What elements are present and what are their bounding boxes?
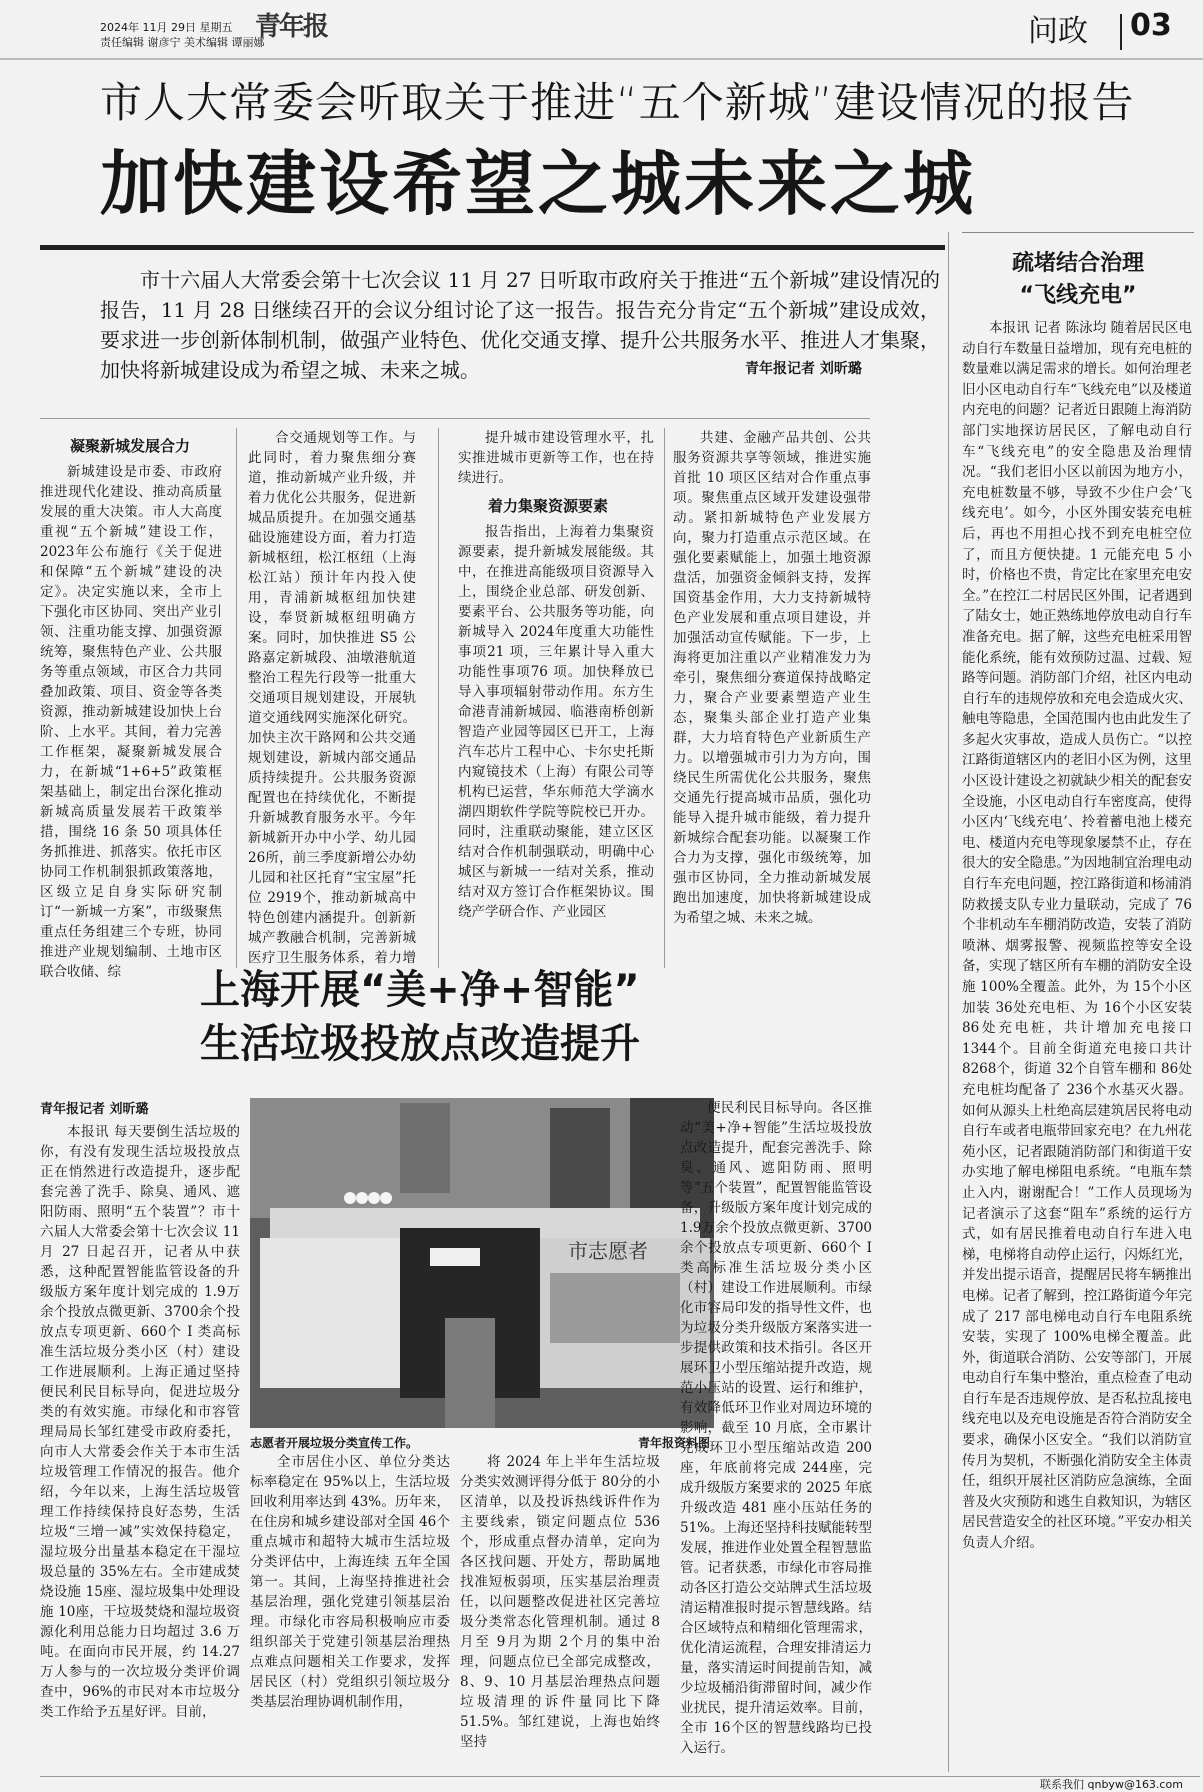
newspaper-logo: 青年报 [255,12,328,42]
column-text: 全市居住小区、单位分类达标率稳定在 95%以上，生活垃圾回收利用率达到 43%。历年来，在住房和城乡建设部对全国 46个重点城市和超特大城市生活垃圾分类评估中，上海连续 五年全国第一。其间，上海坚持推进社会基层治理，强化党建引领基层治理。市绿化市容局积极响应市委组织部关于党建引领基层治理热点难点问题相关工作要求，发挥居民区（村）党组织引领垃圾分类基层治理协调机制作用， [250,1454,450,1710]
sidebar-title-line2: “飞线充电” [1019,283,1137,308]
sidebar-top-rule [962,232,1194,233]
caption-text: 志愿者开展垃圾分类宣传工作。 [250,1436,419,1450]
masthead-meta [100,20,265,50]
column-top-rule [40,418,870,419]
lead-kicker: 市人大常委会听取关于推进“五个新城”建设情况的报告 [100,78,1135,127]
photo-illustration [250,1098,714,1428]
second-headline-line2: 生活垃圾投放点改造提升 [200,1021,640,1067]
second-column-1 [40,1122,240,1772]
column-divider [438,428,439,968]
sidebar-title-line1: 疏堵结合治理 [1011,251,1144,276]
second-column-4 [680,1098,872,1788]
lead-headline: 加快建设希望之城未来之城 [100,143,976,225]
second-column-2 [250,1452,450,1782]
sidebar-text: 本报讯 记者 陈泳均 随着居民区电动自行车数量日益增加，现有充电桩的数量难以满足需求的增长。如何治理老旧小区电动自行车“飞线充电”以及楼道内充电的问题？记者近日跟随上海消防部门实地探访居民区，了解电动自行车“飞线充电”的安全隐患及治理情况。“我们老旧小区以前因为地方小，充电桩数量不够，导致不少住户会‘飞线充电’。如今，小区外围安装充电桩后，再也不用担心找不到充电桩空位了，而且方便快捷。1 元能充电 5 小时，价格也不贵，肯定比在家里充电安全。”在控江二村居民区外围，记者遇到了陆女士，她正熟练地停放电动自行车准备充电。据了解，这些充电桩采用智能化系统，能有效预防过温、过载、短路等问题。消防部门介绍，社区内电动自行车的违规停放和充电会造成火灾、触电等隐患，全国范围内也由此发生了多起火灾事故，造成人员伤亡。“以控江路街道辖区内的老旧小区为例，这里小区设计建设之初就缺少相关的配套安全设施，小区电动自行车密度高，使得小区内‘飞线充电’、拎着蓄电池上楼充电、楼道内充电等现象屡禁不止，存在很大的安全隐患。”为因地制宜治理电动自行车充电问题，控江路街道和杨浦消防救援支队专业力量联动，完成了 76个非机动车车棚消防改造，安装了消防喷淋、烟雾报警、视频监控等安全设备，实现了辖区所有车棚的消防安全设施 100%全覆盖。此外，为 15个小区加装 36处充电柜、为 16个小区安装 86处充电桩，共计增加充电接口 1344个。目前全街道充电接口共计8268个，街道 32个自管车棚和 86处充电桩均配备了 236个水基灭火器。如何从源头上杜绝高层建筑居民将电动自行车或者电瓶带回家充电？在九州花苑小区，记者跟随消防部门和街道干安办实地了解电梯阻电系统。“电瓶车禁止入内，谢谢配合！”工作人员现场为记者演示了这套“阻车”系统的运行方式，如有居民推着电动自行车进入电梯，电梯将自动停止运行，闪烁红光，并发出提示语音，提醒居民将车辆推出电梯。记者了解到，控江路街道今年完成了 217 部电梯电动自行车电阻系统安装，实现了 100%电梯全覆盖。此外，街道联合消防、公安等部门，开展电动自行车集中整治，重点检查了电动自行车是否违规停放、是否私拉乱接电线充电以及充电设施是否符合消防安全要求，确保小区安全。“我们以消防宣传月为契机，不断强化消防安全主体责任，组织开展社区消防应急演练，全面普及火灾预防和逃生自救知识，为辖区居民营造安全的社区环境。”平安办相关负责人介绍。 [962,320,1192,1552]
column-text: 共建、金融产品共创、公共服务资源共享等领域，推进实施首批 10 项区区结对合作重点事项。聚焦重点区域开发建设强带动。紧扣新城特色产业发展方向，聚力打造重点示范区域。在强化要素赋能上，加强土地资源盘活，加强资金倾斜支持，发挥国资基金作用，大力支持新城特色产业发展和重点项目建设，并加强活动宣传赋能。下一步，上海将更加注重以产业精准发力为牵引，聚焦细分赛道保持战略定力，聚合产业要素塑造产业生态，聚集头部企业打造产业集群，大力培育特色产业新质生产力。以增强城市引力为方向，围绕民生所需优化公共服务，聚焦交通先行提高城市品质，强化功能导入提升城市能级，着力提升新城综合配套功能。以凝聚工作合力为支撑，强化市级统筹，加强市区协同，全力推动新城发展跑出加速度，加快将新城建设成为希望之城、未来之城。 [673,430,871,926]
column-text: 将 2024 年上半年生活垃圾分类实效测评得分低于 80分的小区清单，以及投诉热线诉件作为主要线索，锁定问题点位 536个，形成重点督办清单，定向为各区找问题、开处方，帮助属地找准短板弱项，压实基层治理责任，以问题整改促进社区完善垃圾分类常态化管理机制。通过 8月至 9月为期 2个月的集中治理，问题点位已全部完成整改，8、9、10 月基层治理热点问题垃圾清理的诉件量同比下降 51.5%。邹红建说，上海也始终坚持 [460,1454,660,1750]
section-divider [1120,14,1122,50]
lead-byline: 青年报记者 刘昕璐 [745,361,862,377]
column-divider [236,428,237,968]
subheading-cohesion: 凝聚新城发展合力 [70,437,191,455]
sidebar-divider [948,232,949,1772]
footer-rule [40,1776,1200,1777]
column-text: 提升城市建设管理水平，扎实推进城市更新等工作，也在持续进行。 [458,430,654,486]
header-rule [0,58,1203,60]
sidebar-article [962,318,1192,1768]
page-number: 03 [1130,8,1172,43]
editors-line: 责任编辑 谢彦宁 美术编辑 谭丽娜 [100,36,265,49]
column-text: 新城建设是市委、市政府推进现代化建设、推动高质量发展的重大决策。市人大高度重视“五个新城”建设工作，2023年公布施行《关于促进和保障“五个新城”建设的决定》。决定实施以来，全市上下强化市区协同、突出产业引领、注重功能支撑、加强资源统筹，聚焦特色产业、公共服务等重点领域，市区合力共同叠加政策、项目、资金等各类资源，推动新城建设加快上台阶、上水平。其间，着力完善工作框架，凝聚新城发展合力，在新城“1+6+5”政策框架基础上，制定出台深化推动新城高质量发展若干政策举措，围绕 16 条 50 项具体任务抓推进、抓落实。依托市区协同工作机制狠抓政策落地，区级立足自身实际研究制订“一新城一方案”，市级聚焦重点任务组建三个专班，协同推进产业规划编制、土地市区联合收储、综 [40,464,222,980]
lead-rule [40,245,945,250]
column-text: 合交通规划等工作。与此同时，着力聚焦细分赛道，推动新城产业升级，并着力优化公共服务，促进新城品质提升。在加强交通基础设施建设方面，着力打造新城枢纽，松江枢纽（上海松江站）预计年内投入使用，青浦新城枢纽加快建设，奉贤新城枢纽明确方案。同时，加快推进 S5 公路嘉定新城段、油墩港航道整治工程先行段等一批重大交通项目规划建设，开展轨道交通线网实施深化研究。加快主次干路网和公共交通规划建设，新城内部交通品质持续提升。公共服务资源配置也在持续优化，不断提升新城教育服务水平。今年新城新开办中小学、幼儿园 26所，前三季度新增公办幼儿园和社区托育“宝宝屋”托位 2919个，推动新城高中特色创建内涵提升。创新新城产教融合机制，完善新城医疗卫生服务体系，着力增 [248,430,416,966]
sign-text: 市志愿者 [568,1239,648,1263]
subheading-resources: 着力集聚资源要素 [488,497,609,515]
news-photo [250,1098,714,1428]
second-headline-line1: 上海开展“美+净+智能” [200,967,640,1013]
column-text: 便民利民目标导向。各区推动“美+净+智能”生活垃圾投放点改造提升，配套完善洗手、除臭、通风、遮阳防雨、照明等“五个装置”，配置智能监管设备，升级版方案年度计划完成的 1.9万余个投放点微更新、3700余个投放点专项更新、660个 I 类高标准生活垃圾分类小区（村）建设工作进展顺利。市绿化市容局印发的指导性文件，也为垃圾分类升级版方案落实进一步提供政策和技术指引。各区开展环卫小型压缩站提升改造，规范小压站的设置、运行和维护，有效降低环卫作业对周边环境的影响，截至 10 月底，全市累计完成环卫小型压缩站改造 200座，年底前将完成 244座，完成升级版方案要求的 2025 年底升级改造 481 座小压站任务的 51%。上海还坚持科技赋能转型发展，推进作业处置全程智慧监管。记者获悉，市绿化市容局推动各区打造公交站牌式生活垃圾清运精准报时提示智慧线路。结合区域特点和精细化管理需求，优化清运流程，合理安排清运力量，落实清运时间提前告知，减少垃圾桶沿街滞留时间，减少作业扰民，提升清运效率。目前，全市 16个区的智慧线路均已投入运行。 [680,1100,872,1756]
second-column-3 [460,1452,660,1782]
column-divider [664,428,665,968]
date-line: 2024年 11月 29日 星期五 [100,21,233,34]
caption-credit: 青年报资料图 [637,1436,710,1450]
contact-line: 联系我们 qnbyw@163.com [1040,1778,1183,1791]
lead-column-2 [248,428,416,968]
column-text: 本报讯 每天要倒生活垃圾的你，有没有发现生活垃圾投放点正在悄然进行改造提升，逐步配套完善了洗手、除臭、通风、遮阳防雨、照明“五个装置”？市十六届人大常委会第十七次会议 11 月 27 日起召开，记者从中获悉，这种配置智能监管设备的升级版方案年度计划完成的 1.9万余个投放点微更新、3700余个投放点专项更新、660个 I 类高标准生活垃圾分类小区（村）建设工作进展顺利。上海正通过坚持便民利民目标导向，促进垃圾分类的有效实施。市绿化和市容管理局局长邹红建受市政府委托，向市人大常委会作关于本市生活垃圾管理工作情况的报告。他介绍，今年以来，上海生活垃圾管理工作持续保持良好态势，生活垃圾“三增一减”实效保持稳定，湿垃圾分出量基本稳定在干湿垃圾总量的 35%左右。全市建成焚烧设施 15座、湿垃圾集中处理设施 10座，干垃圾焚烧和湿垃圾资源化利用总能力日均超过 3.6 万吨。在面向市民开展，约 14.27 万人参与的一次垃圾分类评价调查中，96%的市民对本市垃圾分类工作给予五星好评。目前， [40,1124,240,1720]
lead-column-4 [673,428,871,968]
column-text: 报告指出，上海着力集聚资源要素，提升新城发展能级。其中，在推进高能级项目资源导入上，围绕企业总部、研发创新、要素平台、公共服务等功能，向新城导入 2024年度重大功能性事项21 项，三年累计导入重大功能性事项76 项。加快释放已导入事项辐射带动作用。东方生命港青浦新城园、临港南桥创新智造产业园等园区已开工，上海汽车芯片工程中心、卡尔史托斯内窥镜技术（上海）有限公司等机构已运营，华东师范大学滴水湖四期软件学院等院校已开办。同时，注重联动聚能，建立区区结对合作机制强联动，明确中心城区与新城一一结对关系，推动结对双方签订合作框架协议。围绕产学研合作、产业园区 [458,524,654,920]
lead-paragraph: 市十六届人大常委会第十七次会议 11 月 27 日听取市政府关于推进“五个新城”建设情况的报告，11 月 28 日继续召开的会议分组讨论了这一报告。报告充分肯定“五个新城”建设成效，要求进一步创新体制机制，做强产业特色、优化交通支撑、提升公共服务水平、推进人才集聚，加快将新城建设成为希望之城、未来之城。 [100,268,940,382]
section-title: 问政 [1028,14,1088,49]
lead-column-1 [40,428,222,992]
photo-caption [250,1434,710,1451]
second-byline: 青年报记者 刘昕璐 [40,1102,149,1117]
lead-column-3 [458,428,654,968]
